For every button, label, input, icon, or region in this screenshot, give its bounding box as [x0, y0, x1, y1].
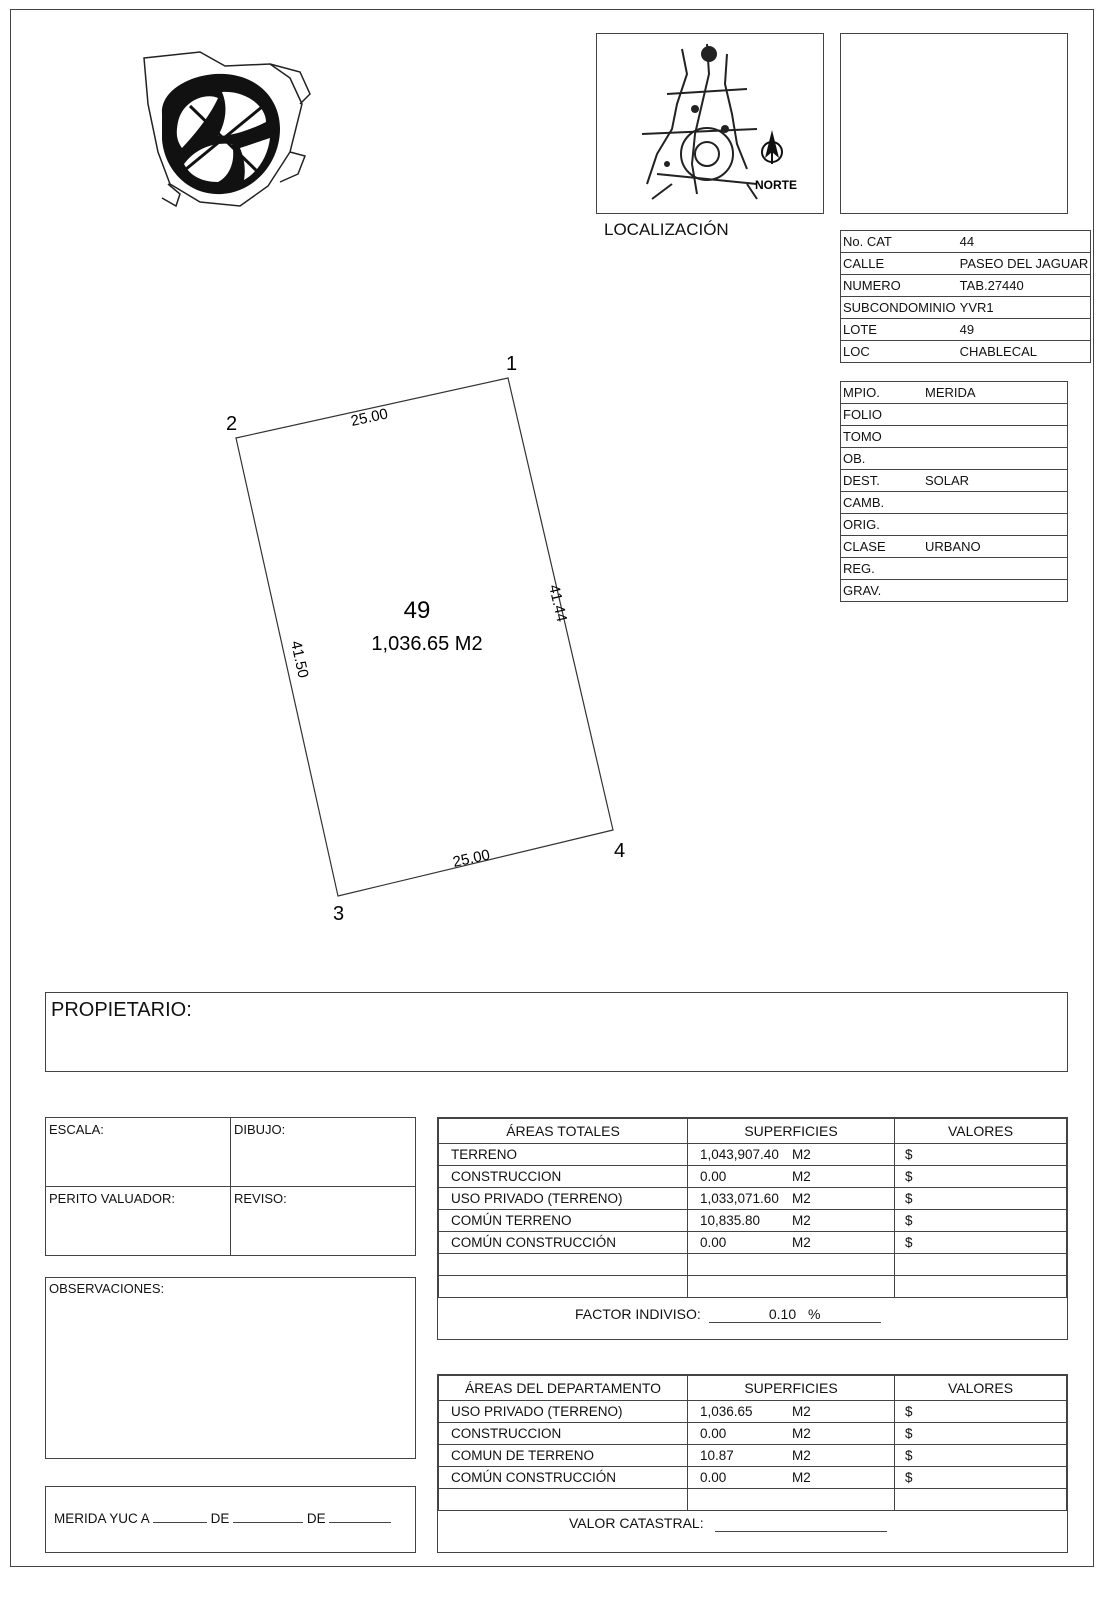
areas-totales-blank-cell: [439, 1254, 688, 1276]
areas-departamento-blank-cell: [895, 1489, 1067, 1511]
areas-totales-name: TERRENO: [439, 1144, 688, 1166]
areas-totales-unit: M2: [792, 1235, 811, 1250]
areas-totales-value: 0.00: [700, 1235, 727, 1250]
areas-departamento-row: [439, 1401, 1067, 1423]
registry-info-value: [923, 492, 1068, 514]
areas-totales-blank-cell: [895, 1254, 1067, 1276]
areas-departamento-surface: [688, 1401, 895, 1423]
factor-label: FACTOR INDIVISO:: [575, 1306, 701, 1322]
de2-label: DE: [306, 1511, 326, 1526]
areas-totales-row: [439, 1232, 1067, 1254]
areas-departamento-row: [439, 1423, 1067, 1445]
registry-info-value: [923, 404, 1068, 426]
cadastral-info-value: 49: [958, 319, 1091, 341]
owner-box: [45, 992, 1068, 1072]
areas-departamento-unit: M2: [792, 1470, 811, 1485]
areas-totales-name: USO PRIVADO (TERRENO): [439, 1188, 688, 1210]
valor-catastral-label: VALOR CATASTRAL:: [569, 1515, 704, 1531]
areas-departamento-table: [438, 1375, 1067, 1511]
registry-info-row: [841, 536, 1068, 558]
registry-info-value: MERIDA: [923, 382, 1068, 404]
areas-totales-blank-row: [439, 1276, 1067, 1298]
registry-info-row: [841, 492, 1068, 514]
areas-totales-table: [438, 1118, 1067, 1298]
valores-header: VALORES: [895, 1119, 1067, 1144]
areas-totales-blank-cell: [439, 1276, 688, 1298]
factor-field: [709, 1306, 881, 1323]
areas-totales-currency: $: [895, 1188, 1067, 1210]
areas-totales-blank-cell: [688, 1254, 895, 1276]
areas-departamento-unit: M2: [792, 1404, 811, 1419]
areas-departamento-blank-cell: [439, 1489, 688, 1511]
areas-totales-currency: $: [895, 1210, 1067, 1232]
lot-number: 49: [403, 597, 431, 624]
areas-totales-header: ÁREAS TOTALES: [439, 1119, 688, 1144]
observations-label: OBSERVACIONES:: [49, 1281, 165, 1296]
registry-info-key: REG.: [841, 558, 924, 580]
registry-info-row: [841, 404, 1068, 426]
areas-departamento-unit: M2: [792, 1426, 811, 1441]
areas-totales-unit: M2: [792, 1147, 811, 1162]
owner-label: PROPIETARIO:: [51, 999, 192, 1021]
stamp-box: [840, 33, 1068, 214]
location-map: [597, 34, 823, 213]
areas-totales-unit: M2: [792, 1191, 811, 1206]
areas-totales-surface: [688, 1210, 895, 1232]
registry-info-key: CAMB.: [841, 492, 924, 514]
areas-departamento-surface: [688, 1423, 895, 1445]
month-blank: [233, 1522, 303, 1523]
areas-totales-row: [439, 1166, 1067, 1188]
lot-area: 1,036.65 M2: [371, 633, 483, 655]
registry-info-row: [841, 558, 1068, 580]
areas-departamento-value: 1,036.65: [700, 1404, 753, 1419]
location-label: LOCALIZACIÓN: [604, 220, 729, 239]
registry-info-key: MPIO.: [841, 382, 924, 404]
registry-info-key: TOMO: [841, 426, 924, 448]
vertex-4-label: 4: [614, 840, 626, 862]
areas-totales-surface: [688, 1188, 895, 1210]
dibujo-label: DIBUJO:: [234, 1122, 286, 1137]
registry-info-row: [841, 514, 1068, 536]
areas-totales-unit: M2: [792, 1213, 811, 1228]
areas-totales-value: 1,033,071.60: [700, 1191, 779, 1206]
areas-totales-blank-row: [439, 1254, 1067, 1276]
cadastral-info-key: LOTE: [841, 319, 958, 341]
cadastral-info-row: [841, 297, 1091, 319]
cadastral-info-key: SUBCONDOMINIO: [841, 297, 958, 319]
cadastral-info-row: [841, 231, 1091, 253]
areas-totales-row: [439, 1188, 1067, 1210]
date-line: [54, 1511, 391, 1526]
registry-info-value: SOLAR: [923, 470, 1068, 492]
de1-label: DE: [210, 1511, 230, 1526]
areas-totales-unit: M2: [792, 1169, 811, 1184]
cadastral-info-value: YVR1: [958, 297, 1091, 319]
areas-totales-blank-cell: [688, 1276, 895, 1298]
areas-departamento-name: COMUN DE TERRENO: [439, 1445, 688, 1467]
reviso-label: REVISO:: [234, 1191, 287, 1206]
escala-label: ESCALA:: [49, 1122, 104, 1137]
areas-departamento-box: [437, 1374, 1068, 1553]
date-box: [45, 1486, 416, 1553]
registry-info-row: [841, 470, 1068, 492]
areas-totales-currency: $: [895, 1144, 1067, 1166]
cadastral-info-row: [841, 275, 1091, 297]
north-label: NORTE: [755, 178, 797, 192]
merida-prefix: MERIDA YUC A: [54, 1511, 150, 1526]
areas-totales-surface: [688, 1144, 895, 1166]
areas-totales-currency: $: [895, 1166, 1067, 1188]
dept-superficies-header: SUPERFICIES: [688, 1376, 895, 1401]
areas-totales-value: 1,043,907.40: [700, 1147, 779, 1162]
registry-info-row: [841, 580, 1068, 602]
areas-departamento-currency: $: [895, 1445, 1067, 1467]
signature-grid: [45, 1117, 416, 1256]
areas-totales-surface: [688, 1232, 895, 1254]
areas-totales-row: [439, 1144, 1067, 1166]
registry-info-value: URBANO: [923, 536, 1068, 558]
areas-departamento-surface: [688, 1445, 895, 1467]
cadastral-info-value: PASEO DEL JAGUAR: [958, 253, 1091, 275]
cadastral-info-row: [841, 319, 1091, 341]
cadastral-info-key: LOC: [841, 341, 958, 363]
areas-departamento-name: CONSTRUCCION: [439, 1423, 688, 1445]
perito-label: PERITO VALUADOR:: [49, 1191, 175, 1206]
registry-info-key: CLASE: [841, 536, 924, 558]
areas-totales-box: [437, 1117, 1068, 1340]
cadastral-info-key: No. CAT: [841, 231, 958, 253]
registry-info-key: GRAV.: [841, 580, 924, 602]
cadastral-info-key: CALLE: [841, 253, 958, 275]
areas-departamento-row: [439, 1467, 1067, 1489]
areas-departamento-name: COMÚN CONSTRUCCIÓN: [439, 1467, 688, 1489]
cadastral-info-key: NUMERO: [841, 275, 958, 297]
areas-departamento-blank-row: [439, 1489, 1067, 1511]
year-blank: [329, 1522, 391, 1523]
areas-departamento-currency: $: [895, 1401, 1067, 1423]
valor-catastral-field: [715, 1515, 887, 1532]
dept-valores-header: VALORES: [895, 1376, 1067, 1401]
registry-info-key: FOLIO: [841, 404, 924, 426]
registry-info-value: [923, 514, 1068, 536]
registry-info-table: [840, 381, 1068, 602]
cadastral-info-value: CHABLECAL: [958, 341, 1091, 363]
areas-departamento-currency: $: [895, 1467, 1067, 1489]
areas-departamento-value: 10.87: [700, 1448, 734, 1463]
valor-catastral-row: [569, 1515, 887, 1532]
areas-totales-currency: $: [895, 1232, 1067, 1254]
site-plan-thumbnail: [140, 44, 330, 224]
areas-departamento-header: ÁREAS DEL DEPARTAMENTO: [439, 1376, 688, 1401]
registry-info-value: [923, 448, 1068, 470]
vertex-3-label: 3: [333, 903, 345, 925]
cadastral-info-value: TAB.27440: [958, 275, 1091, 297]
areas-departamento-row: [439, 1445, 1067, 1467]
registry-info-value: [923, 558, 1068, 580]
areas-totales-name: CONSTRUCCION: [439, 1166, 688, 1188]
cadastral-info-table: [840, 230, 1091, 363]
cadastral-info-row: [841, 341, 1091, 363]
registry-info-row: [841, 426, 1068, 448]
areas-totales-row: [439, 1210, 1067, 1232]
areas-totales-value: 0.00: [700, 1169, 727, 1184]
areas-departamento-value: 0.00: [700, 1470, 727, 1485]
observations-box: [45, 1277, 416, 1459]
dim-right-label: 41.44: [545, 583, 571, 624]
factor-value: 0.10: [768, 1306, 797, 1322]
areas-totales-name: COMÚN CONSTRUCCIÓN: [439, 1232, 688, 1254]
registry-info-key: ORIG.: [841, 514, 924, 536]
areas-totales-value: 10,835.80: [700, 1213, 761, 1228]
areas-departamento-surface: [688, 1467, 895, 1489]
areas-totales-blank-cell: [895, 1276, 1067, 1298]
registry-info-key: OB.: [841, 448, 924, 470]
areas-departamento-currency: $: [895, 1423, 1067, 1445]
registry-info-value: [923, 580, 1068, 602]
registry-info-key: DEST.: [841, 470, 924, 492]
dim-bottom-label: 25.00: [451, 846, 492, 871]
dim-left-label: 41.50: [287, 639, 312, 680]
factor-unit: %: [808, 1306, 821, 1322]
day-blank: [153, 1522, 207, 1523]
factor-indiviso-row: [575, 1306, 881, 1323]
cadastral-info-row: [841, 253, 1091, 275]
location-map-box: [596, 33, 824, 214]
dim-top-label: 25.00: [349, 405, 390, 430]
areas-totales-name: COMÚN TERRENO: [439, 1210, 688, 1232]
cadastral-info-value: 44: [958, 231, 1091, 253]
registry-info-row: [841, 448, 1068, 470]
registry-info-row: [841, 382, 1068, 404]
vertex-2-label: 2: [226, 413, 238, 435]
areas-departamento-unit: M2: [792, 1448, 811, 1463]
parcel-drawing: [200, 340, 640, 930]
vertex-1-label: 1: [506, 353, 518, 375]
registry-info-value: [923, 426, 1068, 448]
areas-departamento-blank-cell: [688, 1489, 895, 1511]
north-arrow-icon: [762, 130, 782, 164]
areas-departamento-name: USO PRIVADO (TERRENO): [439, 1401, 688, 1423]
areas-departamento-value: 0.00: [700, 1426, 727, 1441]
superficies-header: SUPERFICIES: [688, 1119, 895, 1144]
areas-totales-surface: [688, 1166, 895, 1188]
